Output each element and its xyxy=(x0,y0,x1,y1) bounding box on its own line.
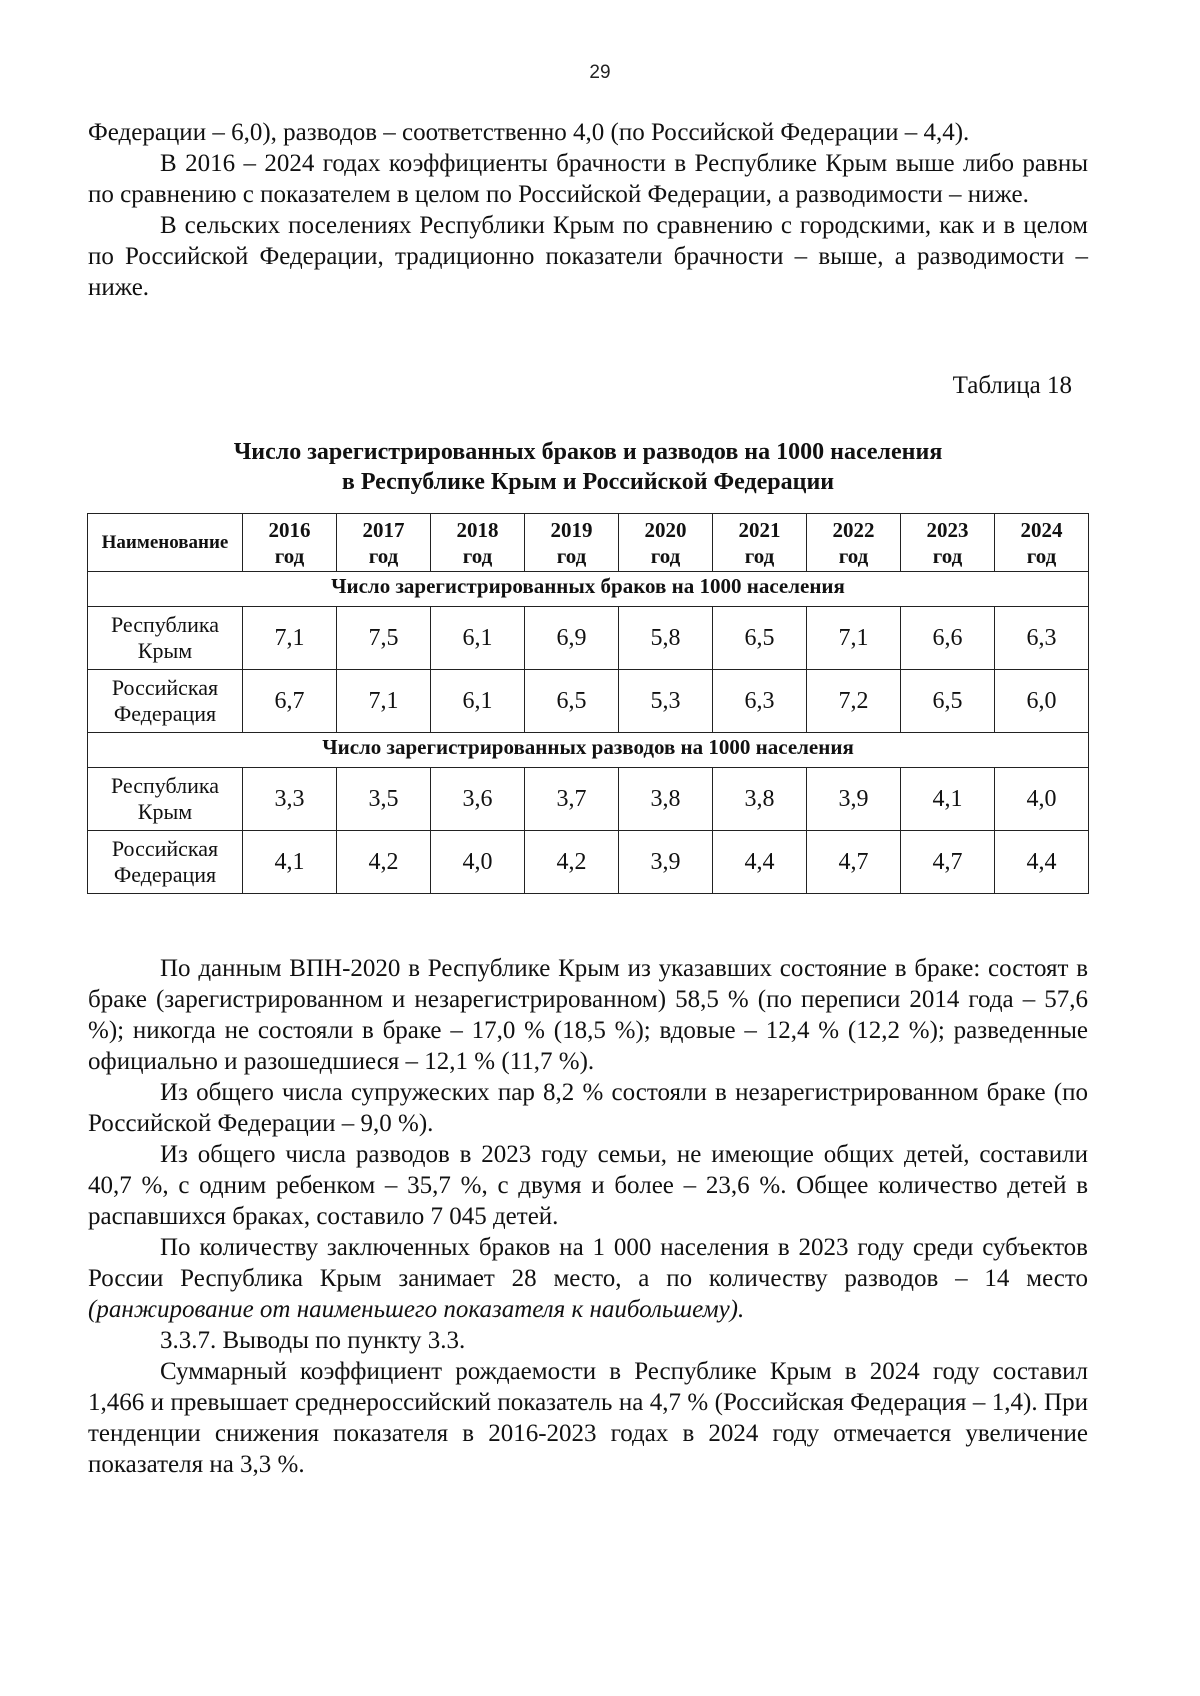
column-header-year: 2019 год xyxy=(525,514,619,572)
value-cell: 4,7 xyxy=(901,831,995,894)
value-cell: 4,2 xyxy=(525,831,619,894)
ranking-note: (ранжирование от наименьшего показателя к наибольшему). xyxy=(88,1296,745,1323)
column-header-year: 2021 год xyxy=(713,514,807,572)
column-header-year: 2022 год xyxy=(807,514,901,572)
column-header-year: 2018 год xyxy=(431,514,525,572)
row-name: Республика Крым xyxy=(88,768,243,831)
table-title xyxy=(88,437,1088,497)
value-cell: 3,3 xyxy=(243,768,337,831)
intro-paragraph-1: Федерации – 6,0), разводов – соответственно 4,0 (по Российской Федерации – 4,4). xyxy=(88,119,970,146)
page-number: 29 xyxy=(589,62,611,83)
section-row-marriages xyxy=(88,572,1089,607)
value-cell: 6,3 xyxy=(713,670,807,733)
body-paragraph-4 xyxy=(88,1232,1088,1325)
column-header-year: 2017 год xyxy=(337,514,431,572)
row-name: Российская Федерация xyxy=(88,670,243,733)
value-cell: 3,7 xyxy=(525,768,619,831)
body-paragraph-6: Суммарный коэффициент рождаемости в Республике Крым в 2024 году составил 1,466 и превышает среднероссийский показатель на 4,7 % (Российская Федерация – 1,4). При тенденции снижения показателя в 2016-2023 годах в 2024 году отмечается увеличение показателя на 3,3 %. xyxy=(88,1358,1088,1478)
table-label: Таблица 18 xyxy=(952,372,1072,399)
value-cell: 6,6 xyxy=(901,607,995,670)
column-header-year: 2024 год xyxy=(995,514,1089,572)
table-row xyxy=(88,831,1089,894)
intro-text xyxy=(88,117,1088,303)
value-cell: 5,8 xyxy=(619,607,713,670)
value-cell: 6,5 xyxy=(713,607,807,670)
intro-paragraph-3: В сельских поселениях Республики Крым по сравнению с городскими, как и в целом по Российской Федерации, традиционно показатели брачности – выше, а разводимости – ниже. xyxy=(88,212,1088,301)
value-cell: 6,5 xyxy=(525,670,619,733)
value-cell: 4,7 xyxy=(807,831,901,894)
value-cell: 4,1 xyxy=(901,768,995,831)
row-name: Российская Федерация xyxy=(88,831,243,894)
value-cell: 7,2 xyxy=(807,670,901,733)
table-title-line-2: в Республике Крым и Российской Федерации xyxy=(341,469,835,495)
value-cell: 6,1 xyxy=(431,670,525,733)
table-header-row xyxy=(88,514,1089,572)
value-cell: 3,6 xyxy=(431,768,525,831)
section-title: Число зарегистрированных разводов на 1000 населения xyxy=(88,733,1089,768)
value-cell: 4,0 xyxy=(995,768,1089,831)
data-table xyxy=(87,513,1089,894)
value-cell: 3,9 xyxy=(619,831,713,894)
column-header-name: Наименование xyxy=(88,514,243,572)
intro-paragraph-2: В 2016 – 2024 годах коэффициенты брачности в Республике Крым выше либо равны по сравнению с показателем в целом по Российской Федерации, а разводимости – ниже. xyxy=(88,150,1088,208)
table-row xyxy=(88,768,1089,831)
table-row xyxy=(88,607,1089,670)
section-heading-3-3-7: 3.3.7. Выводы по пункту 3.3. xyxy=(160,1327,466,1354)
value-cell: 6,0 xyxy=(995,670,1089,733)
value-cell: 7,5 xyxy=(337,607,431,670)
value-cell: 7,1 xyxy=(807,607,901,670)
section-title: Число зарегистрированных браков на 1000 населения xyxy=(88,572,1089,607)
value-cell: 3,9 xyxy=(807,768,901,831)
body-paragraph-1: По данным ВПН-2020 в Республике Крым из указавших состояние в браке: состоят в браке (зарегистрированном и незарегистрированном) 58,5 % (по переписи 2014 года – 57,6 %); никогда не состояли в браке – 17,0 % (18,5 %); вдовые – 12,4 % (12,2 %); разведенные официально и разошедшиеся – 12,1 % (11,7 %). xyxy=(88,955,1088,1075)
value-cell: 5,3 xyxy=(619,670,713,733)
column-header-year: 2016 год xyxy=(243,514,337,572)
body-paragraph-2: Из общего числа супружеских пар 8,2 % состояли в незарегистрированном браке (по Российской Федерации – 9,0 %). xyxy=(88,1079,1088,1137)
value-cell: 7,1 xyxy=(243,607,337,670)
table-title-line-1: Число зарегистрированных браков и разводов на 1000 населения xyxy=(233,439,943,465)
value-cell: 4,1 xyxy=(243,831,337,894)
value-cell: 6,9 xyxy=(525,607,619,670)
column-header-year: 2020 год xyxy=(619,514,713,572)
value-cell: 3,5 xyxy=(337,768,431,831)
value-cell: 6,1 xyxy=(431,607,525,670)
body-paragraph-4-main: По количеству заключенных браков на 1 000 населения в 2023 году среди субъектов России Республика Крым занимает 28 место, а по количеству разводов – 14 место xyxy=(88,1234,1088,1292)
value-cell: 3,8 xyxy=(619,768,713,831)
value-cell: 7,1 xyxy=(337,670,431,733)
section-row-divorces xyxy=(88,733,1089,768)
value-cell: 6,7 xyxy=(243,670,337,733)
body-paragraph-3: Из общего числа разводов в 2023 году семьи, не имеющие общих детей, составили 40,7 %, с одним ребенком – 35,7 %, с двумя и более – 23,6 %. Общее количество детей в распавшихся браках, составило 7 045 детей. xyxy=(88,1141,1088,1230)
value-cell: 4,2 xyxy=(337,831,431,894)
value-cell: 6,5 xyxy=(901,670,995,733)
value-cell: 4,0 xyxy=(431,831,525,894)
value-cell: 4,4 xyxy=(713,831,807,894)
value-cell: 3,8 xyxy=(713,768,807,831)
column-header-year: 2023 год xyxy=(901,514,995,572)
table-row xyxy=(88,670,1089,733)
body-text xyxy=(88,953,1088,1480)
value-cell: 4,4 xyxy=(995,831,1089,894)
row-name: Республика Крым xyxy=(88,607,243,670)
value-cell: 6,3 xyxy=(995,607,1089,670)
